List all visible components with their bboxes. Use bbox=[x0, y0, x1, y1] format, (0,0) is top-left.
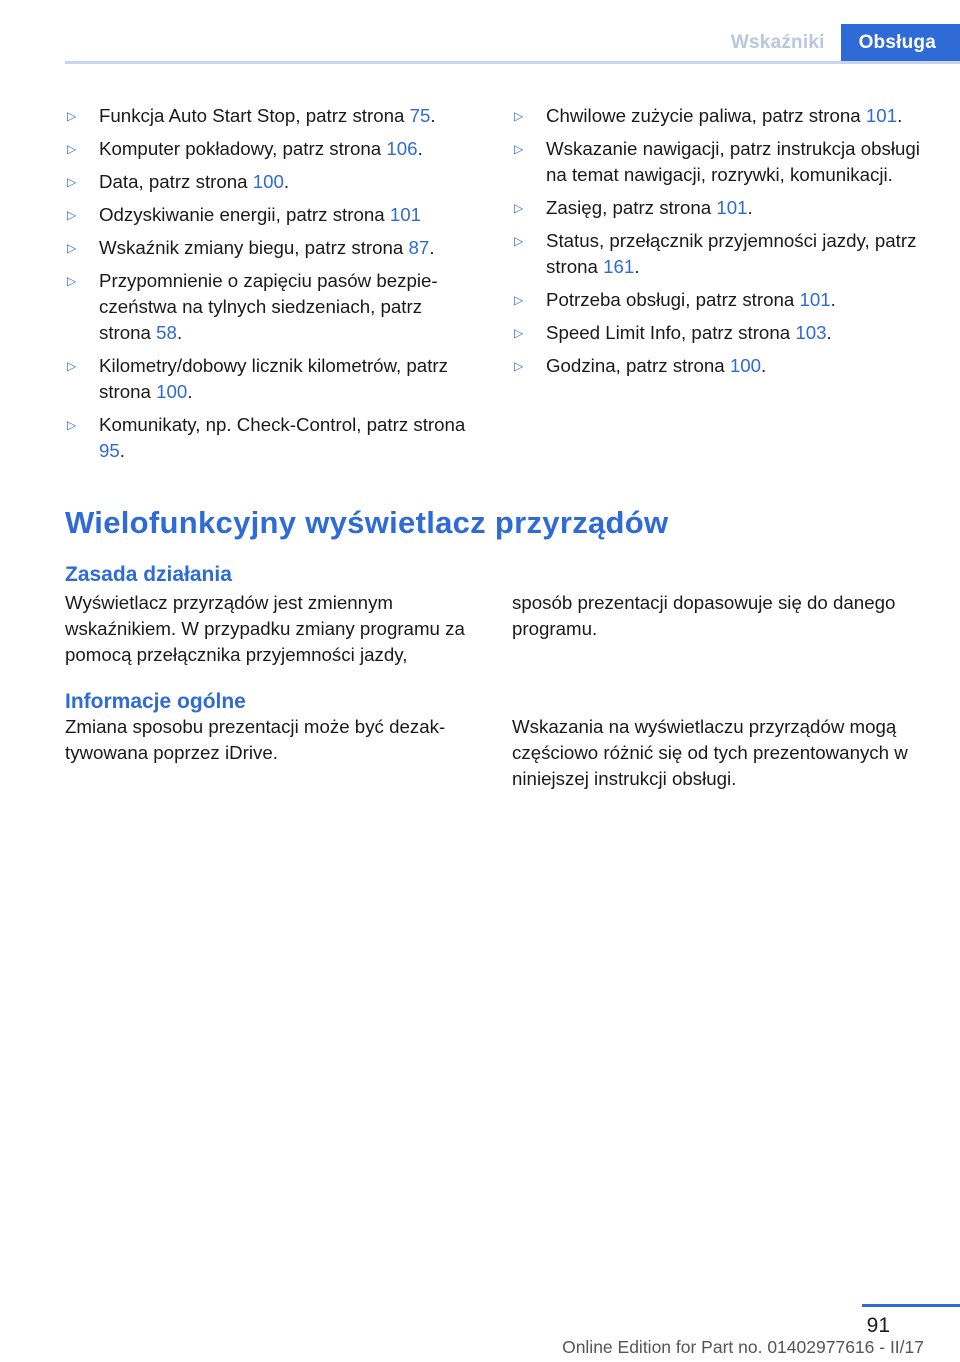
list-item-text: Godzina, patrz strona bbox=[546, 355, 730, 376]
page-reference-link[interactable]: 101 bbox=[389, 204, 422, 225]
section-title: Wielofunkcyjny wyświetlacz przyrządów bbox=[65, 505, 669, 540]
list-item-text: Komputer pokładowy, patrz strona bbox=[99, 138, 387, 159]
list-item-text: Status, przełącznik przyjemności jazdy, patrz strona bbox=[546, 230, 917, 277]
triangle-bullet-icon: ▷ bbox=[514, 293, 524, 307]
tab-wskazniki[interactable]: Wskaźniki bbox=[711, 24, 841, 62]
subsection-title-zasada: Zasada działania bbox=[65, 563, 232, 586]
list-item-text: Chwilowe zużycie paliwa, patrz strona bbox=[546, 105, 866, 126]
header-tabs bbox=[711, 24, 960, 62]
list-item bbox=[512, 136, 924, 188]
list-item-text: Speed Limit Info, patrz strona bbox=[546, 322, 796, 343]
subsection-title-informacje: Informacje ogólne bbox=[65, 690, 246, 713]
list-item-text: Wskazanie nawigacji, patrz instrukcja obsługi na temat nawigacji, rozrywki, komunikacji. bbox=[546, 138, 920, 185]
paragraph: Wyświetlacz przyrządów jest zmiennym wskaźnikiem. W przypadku zmiany programu za pomocą przełącznika przyjemności jazdy, bbox=[65, 592, 465, 665]
list-item-text: Funkcja Auto Start Stop, patrz strona bbox=[99, 105, 410, 126]
paragraph: Zmiana sposobu prezentacji może być dezaktywowana poprzez iDrive. bbox=[65, 716, 446, 763]
triangle-bullet-icon: ▷ bbox=[514, 109, 524, 123]
list-item bbox=[65, 268, 477, 346]
paragraph: sposób prezentacji dopasowuje się do danego programu. bbox=[512, 592, 896, 639]
list-item bbox=[65, 169, 477, 195]
list-item-punctuation: . bbox=[119, 440, 125, 461]
page-reference-link[interactable]: 161 bbox=[603, 256, 635, 277]
page-reference-link[interactable]: 103 bbox=[795, 322, 827, 343]
triangle-bullet-icon: ▷ bbox=[514, 201, 524, 215]
list-item bbox=[512, 103, 924, 129]
list-item-text: Przypomnienie o zapięciu pasów bezpieczeństwa na tylnych siedzeniach, patrz strona bbox=[99, 270, 438, 343]
bullet-list-left bbox=[65, 103, 477, 471]
edition-footer: Online Edition for Part no. 01402977616 - II/17 bbox=[562, 1337, 924, 1357]
page-reference-link[interactable]: 106 bbox=[386, 138, 418, 159]
list-item bbox=[65, 136, 477, 162]
page-reference-link[interactable]: 101 bbox=[865, 105, 898, 126]
list-item-punctuation: . bbox=[747, 197, 753, 218]
list-item-text: Wskaźnik zmiany biegu, patrz strona bbox=[99, 237, 409, 258]
triangle-bullet-icon: ▷ bbox=[67, 142, 77, 156]
page-reference-link[interactable]: 100 bbox=[156, 381, 188, 402]
list-item-text: Data, patrz strona bbox=[99, 171, 253, 192]
list-item-punctuation: . bbox=[176, 322, 183, 343]
list-item bbox=[65, 353, 477, 405]
list-item-punctuation: . bbox=[634, 256, 640, 277]
list-item-punctuation: . bbox=[830, 289, 836, 310]
list-item bbox=[512, 287, 924, 313]
list-item-punctuation: . bbox=[417, 138, 423, 159]
page-number: 91 bbox=[866, 1314, 890, 1337]
triangle-bullet-icon: ▷ bbox=[514, 359, 524, 373]
footer-divider bbox=[862, 1304, 960, 1307]
list-item bbox=[512, 320, 924, 346]
triangle-bullet-icon: ▷ bbox=[67, 359, 77, 373]
page-reference-link[interactable]: 100 bbox=[729, 355, 762, 376]
tab-obsluga[interactable]: Obsługa bbox=[841, 24, 960, 62]
page-reference-link[interactable]: 100 bbox=[252, 171, 284, 192]
header-divider bbox=[65, 61, 960, 64]
list-item bbox=[512, 195, 924, 221]
triangle-bullet-icon: ▷ bbox=[67, 175, 77, 189]
list-item-text: Kilometry/dobowy licznik kilometrów, patrz strona bbox=[99, 355, 448, 402]
subsection-informacje-right bbox=[512, 714, 924, 792]
triangle-bullet-icon: ▷ bbox=[514, 142, 524, 156]
list-item bbox=[512, 353, 924, 379]
list-item-text: Odzyskiwanie energii, patrz strona bbox=[99, 204, 390, 225]
list-item bbox=[512, 228, 924, 280]
triangle-bullet-icon: ▷ bbox=[67, 109, 77, 123]
list-item bbox=[65, 103, 477, 129]
list-item-text: Potrzeba obsługi, patrz strona bbox=[546, 289, 800, 310]
list-item-punctuation: . bbox=[429, 237, 435, 258]
list-item bbox=[65, 412, 477, 464]
page-reference-link[interactable]: 101 bbox=[799, 289, 831, 310]
page-reference-link[interactable]: 101 bbox=[716, 197, 748, 218]
triangle-bullet-icon: ▷ bbox=[514, 326, 524, 340]
list-item bbox=[65, 235, 477, 261]
list-item-punctuation: . bbox=[430, 105, 436, 126]
page-reference-link[interactable]: 87 bbox=[408, 237, 430, 258]
page-reference-link[interactable]: 75 bbox=[409, 105, 431, 126]
list-item-punctuation: . bbox=[897, 105, 903, 126]
bullet-list-right bbox=[512, 103, 924, 386]
subsection-zasada-left bbox=[65, 590, 477, 668]
list-item-punctuation: . bbox=[283, 171, 290, 192]
list-item-text: Komunikaty, np. Check-Control, patrz strona bbox=[99, 414, 466, 435]
list-item-punctuation: . bbox=[187, 381, 193, 402]
subsection-informacje-left bbox=[65, 714, 477, 766]
triangle-bullet-icon: ▷ bbox=[514, 234, 524, 248]
list-item-text: Zasięg, patrz strona bbox=[546, 197, 717, 218]
list-item-punctuation: . bbox=[761, 355, 767, 376]
subsection-zasada-right bbox=[512, 590, 924, 642]
page-reference-link[interactable]: 58 bbox=[156, 322, 177, 343]
triangle-bullet-icon: ▷ bbox=[67, 274, 77, 288]
page-reference-link[interactable]: 95 bbox=[99, 440, 120, 461]
paragraph: Wskazania na wyświetlaczu przyrządów mogą częściowo różnić się od tych prezentowanych w niniejszej instrukcji obsługi. bbox=[512, 716, 908, 789]
list-item bbox=[65, 202, 477, 228]
list-item-punctuation: . bbox=[826, 322, 832, 343]
triangle-bullet-icon: ▷ bbox=[67, 418, 77, 432]
triangle-bullet-icon: ▷ bbox=[67, 241, 77, 255]
triangle-bullet-icon: ▷ bbox=[67, 208, 77, 222]
